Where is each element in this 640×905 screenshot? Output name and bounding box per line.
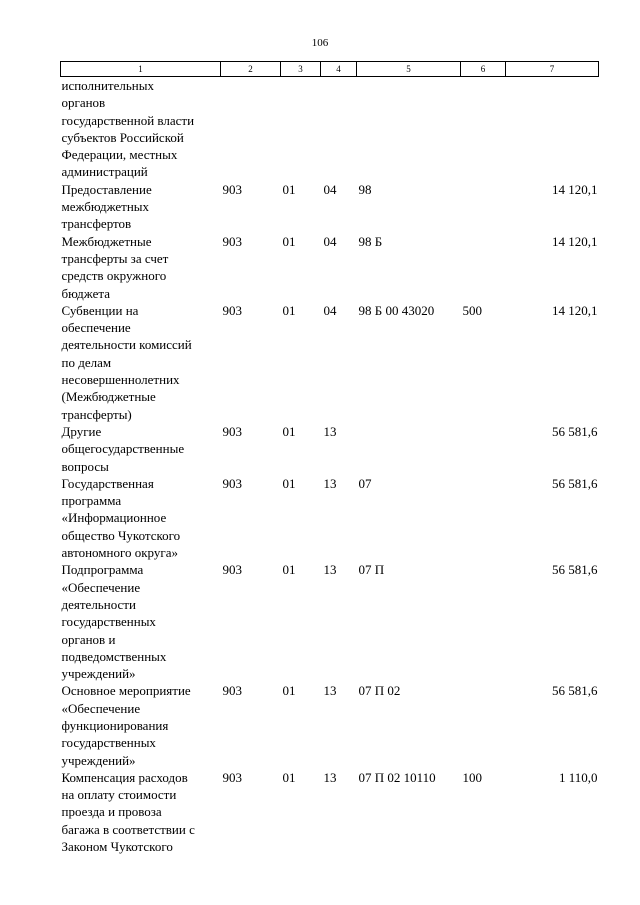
row-name-line: государственных bbox=[61, 614, 156, 630]
ministry-code: 903 bbox=[222, 475, 242, 491]
expense-type-code bbox=[461, 77, 506, 181]
row-name-line: автономного округа» bbox=[61, 545, 178, 561]
table-row bbox=[61, 233, 599, 302]
row-name-line: «Обеспечение bbox=[61, 579, 141, 595]
amount: 56 581,6 bbox=[552, 423, 598, 439]
table-row bbox=[61, 561, 599, 682]
row-name-line: по делам bbox=[61, 354, 112, 370]
section-code: 01 bbox=[282, 181, 296, 197]
amount: 1 110,0 bbox=[558, 769, 598, 785]
row-name-line: функционирования bbox=[61, 717, 169, 733]
table-body bbox=[61, 77, 599, 856]
subsection-code: 04 bbox=[323, 233, 337, 249]
row-name-line: Другие bbox=[61, 423, 102, 439]
row-name-line: (Межбюджетные bbox=[61, 389, 156, 405]
column-header-4: 4 bbox=[321, 62, 357, 77]
column-header-6: 6 bbox=[461, 62, 506, 77]
row-name bbox=[61, 561, 221, 682]
row-name-line: Подпрограмма bbox=[61, 562, 144, 578]
amount: 56 581,6 bbox=[552, 683, 598, 699]
table-row bbox=[61, 423, 599, 475]
ministry-code: 903 bbox=[222, 562, 242, 578]
column-header-5: 5 bbox=[357, 62, 461, 77]
row-name-line: «Обеспечение bbox=[61, 700, 141, 716]
ministry-code: 903 bbox=[222, 302, 242, 318]
row-name bbox=[61, 682, 221, 768]
target-code: 07 П 02 10110 bbox=[358, 769, 436, 785]
row-name-line: администраций bbox=[61, 164, 148, 180]
section-code: 01 bbox=[282, 562, 296, 578]
expense-type-code: 100 bbox=[462, 769, 482, 785]
row-name-line: учреждений» bbox=[61, 752, 136, 768]
budget-table bbox=[60, 61, 599, 855]
row-name-line: органов bbox=[61, 95, 106, 111]
section-code: 01 bbox=[282, 683, 296, 699]
row-name-line: органов и bbox=[61, 631, 116, 647]
row-name-line: бюджета bbox=[61, 285, 110, 301]
target-code bbox=[357, 77, 461, 181]
target-code: 98 Б bbox=[358, 233, 383, 249]
row-name-line: межбюджетных bbox=[61, 199, 150, 215]
row-name bbox=[61, 233, 221, 302]
row-name-line: деятельности комиссий bbox=[61, 337, 192, 353]
ministry-code: 903 bbox=[222, 423, 242, 439]
expense-type-code bbox=[461, 475, 506, 561]
amount: 14 120,1 bbox=[552, 302, 598, 318]
expense-type-code bbox=[461, 561, 506, 682]
amount: 56 581,6 bbox=[552, 562, 598, 578]
target-code: 07 П bbox=[358, 562, 385, 578]
ministry-code: 903 bbox=[222, 233, 242, 249]
column-header-7: 7 bbox=[506, 62, 599, 77]
table-row bbox=[61, 475, 599, 561]
row-name-line: Федерации, местных bbox=[61, 147, 178, 163]
row-name bbox=[61, 475, 221, 561]
amount: 14 120,1 bbox=[552, 181, 598, 197]
section-code: 01 bbox=[282, 475, 296, 491]
row-name bbox=[61, 181, 221, 233]
row-name-line: Основное мероприятие bbox=[61, 683, 191, 699]
column-header-3: 3 bbox=[281, 62, 321, 77]
target-code: 07 bbox=[358, 475, 372, 491]
row-name-line: трансферты за счет bbox=[61, 250, 169, 266]
row-name-line: субъектов Российской bbox=[61, 129, 184, 145]
target-code: 98 bbox=[358, 181, 372, 197]
subsection-code: 04 bbox=[323, 302, 337, 318]
row-name-line: «Информационное bbox=[61, 510, 167, 526]
row-name-line: исполнительных bbox=[61, 78, 154, 93]
page-number: 106 bbox=[311, 37, 329, 49]
row-name-line: учреждений» bbox=[61, 666, 136, 682]
table-row bbox=[61, 769, 599, 855]
row-name-line: багажа в соответствии с bbox=[61, 821, 195, 837]
row-name bbox=[61, 769, 221, 855]
row-name-line: трансфертов bbox=[61, 216, 132, 232]
ministry-code: 903 bbox=[222, 683, 242, 699]
row-name-line: Компенсация расходов bbox=[61, 769, 188, 785]
header-row bbox=[61, 62, 599, 77]
row-name-line: несовершеннолетних bbox=[61, 372, 180, 388]
row-name-line: общегосударственные bbox=[61, 441, 185, 457]
amount bbox=[506, 77, 599, 181]
expense-type-code: 500 bbox=[462, 302, 482, 318]
expense-type-code bbox=[461, 233, 506, 302]
subsection-code: 13 bbox=[323, 562, 337, 578]
row-name-line: государственной власти bbox=[61, 112, 195, 128]
table-row bbox=[61, 682, 599, 768]
column-header-2: 2 bbox=[221, 62, 281, 77]
row-name-line: вопросы bbox=[61, 458, 109, 474]
row-name-line: обеспечение bbox=[61, 320, 131, 336]
subsection-code: 13 bbox=[323, 475, 337, 491]
subsection-code: 13 bbox=[323, 423, 337, 439]
row-name-line: государственных bbox=[61, 735, 156, 751]
row-name-line: программа bbox=[61, 493, 122, 509]
row-name bbox=[61, 77, 221, 181]
expense-type-code bbox=[461, 181, 506, 233]
row-name-line: трансферты) bbox=[61, 406, 132, 422]
ministry-code bbox=[221, 77, 281, 181]
row-name-line: подведомственных bbox=[61, 648, 167, 664]
table-row bbox=[61, 77, 599, 181]
target-code: 07 П 02 bbox=[358, 683, 401, 699]
table-header bbox=[61, 62, 599, 77]
row-name bbox=[61, 302, 221, 423]
row-name-line: Межбюджетные bbox=[61, 233, 152, 249]
row-name-line: Государственная bbox=[61, 475, 154, 491]
row-name-line: проезда и провоза bbox=[61, 804, 162, 820]
row-name-line: деятельности bbox=[61, 596, 136, 612]
ministry-code: 903 bbox=[222, 769, 242, 785]
expense-type-code bbox=[461, 423, 506, 475]
expense-type-code bbox=[461, 682, 506, 768]
subsection-code: 04 bbox=[323, 181, 337, 197]
section-code: 01 bbox=[282, 302, 296, 318]
row-name-line: Субвенции на bbox=[61, 302, 139, 318]
row-name-line: общество Чукотского bbox=[61, 527, 181, 543]
column-header-1: 1 bbox=[61, 62, 221, 77]
section-code bbox=[281, 77, 321, 181]
subsection-code bbox=[321, 77, 357, 181]
subsection-code: 13 bbox=[323, 769, 337, 785]
ministry-code: 903 bbox=[222, 181, 242, 197]
section-code: 01 bbox=[282, 769, 296, 785]
section-code: 01 bbox=[282, 233, 296, 249]
target-code: 98 Б 00 43020 bbox=[358, 302, 435, 318]
table-row bbox=[61, 181, 599, 233]
amount: 56 581,6 bbox=[552, 475, 598, 491]
row-name-line: Предоставление bbox=[61, 181, 152, 197]
amount: 14 120,1 bbox=[552, 233, 598, 249]
subsection-code: 13 bbox=[323, 683, 337, 699]
row-name bbox=[61, 423, 221, 475]
row-name-line: средств окружного bbox=[61, 268, 167, 284]
section-code: 01 bbox=[282, 423, 296, 439]
table-row bbox=[61, 302, 599, 423]
row-name-line: Законом Чукотского bbox=[61, 839, 173, 855]
row-name-line: на оплату стоимости bbox=[61, 787, 177, 803]
target-code bbox=[357, 423, 461, 475]
